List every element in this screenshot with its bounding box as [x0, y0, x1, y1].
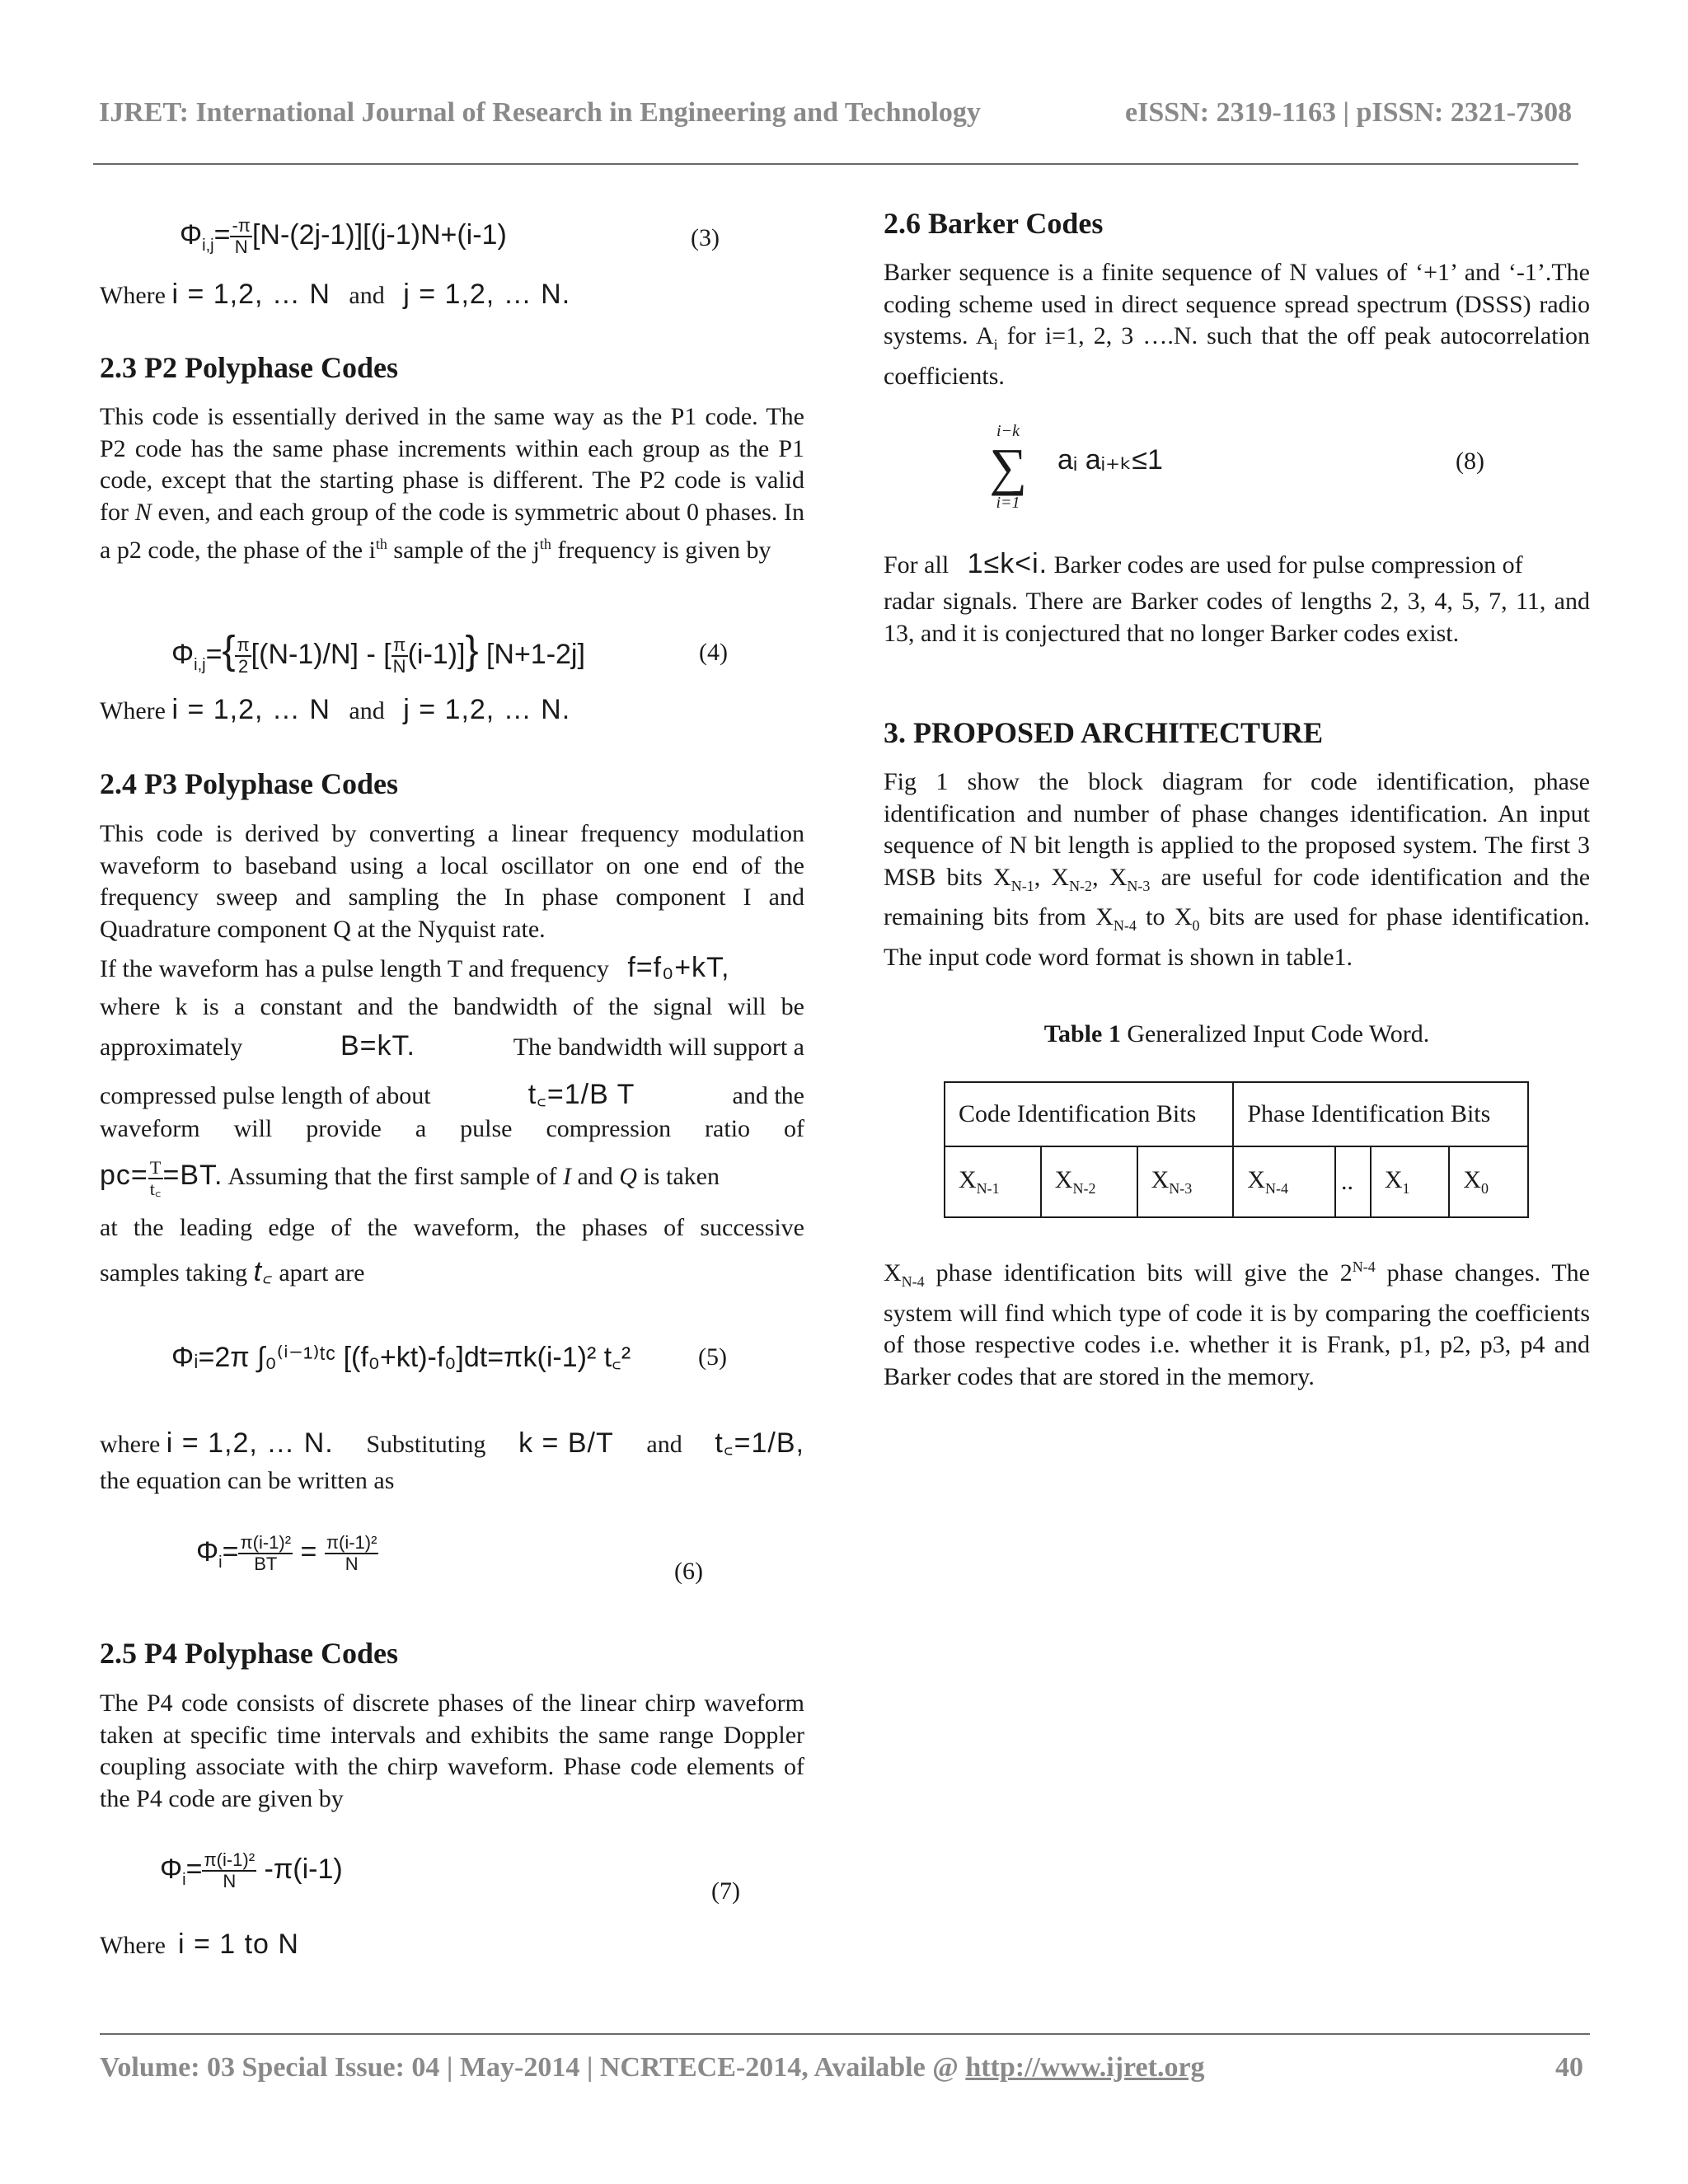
paragraph-phase-changes: $X_{N-4}$ phase identification bits will give the $2^{N-4}$ phase changes. The system will find which type of code it is by comparing the coefficients of those respective codes i.e. whether it is Frank, p1, p2, p3, p4 and Barker codes that are stored in the memory.	[884, 1258, 1590, 1390]
page-number: 40	[1555, 2052, 1583, 2083]
equation-3: $\Phi_{i,j}=$ $\frac{-\pi}{N}$ [N-(2j-1)][(j-1)N+(i-1)	[180, 215, 507, 257]
table-header-code: Code Identification Bits	[945, 1082, 1233, 1146]
equation-7: $\Phi_i=$ $\frac{\text{π(i-1)²}}{N}$ -π(i-1)	[160, 1849, 343, 1891]
table-row	[945, 1146, 1528, 1217]
p3-line-3: approximately B=kT. The bandwidth will support a	[100, 1030, 804, 1062]
equation-4: $\Phi_{i,j}=${ $\frac{\pi}{2}$ [(N-1)/N] - [ $\frac{\pi}{N}$ (i-1)]} [N+1-2j]	[171, 629, 585, 677]
where-line-3: Where i = 1,2, … N and j = 1,2, … N.	[100, 279, 571, 310]
equation-5-number: (5)	[698, 1343, 727, 1371]
table-cell: $X_1$	[1371, 1146, 1450, 1217]
p3-line-7: at the leading edge of the waveform, the phases of successive	[100, 1214, 804, 1241]
paragraph-p3-codes: This code is derived by converting a linear frequency modulation waveform to baseband using a local oscillator on one end of the frequency sweep and sampling the In phase component I and Quadrature component Q at the Nyquist rate.	[100, 820, 804, 943]
equation-6-number: (6)	[674, 1558, 703, 1585]
p3-line-5: waveform will provide a pulse compression ratio of	[100, 1115, 804, 1142]
table-cell: $X_{N-1}$	[945, 1146, 1041, 1217]
footer-citation: Volume: 03 Special Issue: 04 | May-2014 | NCRTECE-2014, Available @ http://www.ijret.org	[100, 2052, 1205, 2083]
where-line-5: where i = 1,2, … N. Substituting k = B/T and t꜀=1/B,	[100, 1427, 804, 1459]
equation-8-number: (8)	[1456, 448, 1484, 475]
journal-title: IJRET: International Journal of Research in Engineering and Technology	[99, 97, 981, 128]
equation-6: $\Phi_i=$ $\frac{\text{π(i-1)²}}{BT}$ = $\frac{\text{π(i-1)²}}{N}$	[196, 1532, 377, 1574]
journal-link[interactable]: http://www.ijret.org	[965, 2052, 1205, 2083]
paragraph-architecture: Fig 1 show the block diagram for code identification, phase identification and number of phase changes identification. An input sequence of N bit length is applied to the proposed system. The first 3 MSB bits $X_{N-1}$, $X_{N-2}$, $X_{N-3}$ are useful for code identification and the remaining bits from $X_{N-4}$ to $X_0$ bits are used for phase identification. The input code word format is shown in table1.	[884, 768, 1591, 971]
equation-3-number: (3)	[691, 224, 720, 251]
table-caption: Table 1 Generalized Input Code Word.	[1043, 1020, 1430, 1047]
table-cell: $X_{N-3}$	[1137, 1146, 1234, 1217]
equation-7-number: (7)	[711, 1877, 740, 1905]
where-line-4: Where i = 1,2, … N and j = 1,2, … N.	[100, 694, 571, 725]
section-heading-2-5: 2.5 P4 Polyphase Codes	[100, 1637, 399, 1670]
section-heading-2-4: 2.4 P3 Polyphase Codes	[100, 767, 399, 800]
table-cell: $X_{N-4}$	[1233, 1146, 1335, 1217]
p3-line-1: If the waveform has a pulse length T and frequency f=f₀+kT,	[100, 952, 730, 983]
equation-8: aᵢ aᵢ₊ₖ≤1	[1057, 444, 1163, 476]
equation-4-number: (4)	[699, 639, 728, 666]
p3-line-2: where k is a constant and the bandwidth of the signal will be	[100, 993, 804, 1020]
paragraph-p4-codes: The P4 code consists of discrete phases of the linear chirp waveform taken at specific time intervals and exhibits the same range Doppler coupling associate with the chirp waveform. Phase code elements of the P4 code are given by	[100, 1690, 804, 1812]
equation-8-sigma: i−k ∑ i=1	[989, 422, 1027, 512]
issn-numbers: eISSN: 2319-1163 | pISSN: 2321-7308	[1125, 97, 1573, 128]
section-heading-3: 3. PROPOSED ARCHITECTURE	[884, 716, 1324, 749]
footer-rule	[100, 2033, 1590, 2035]
header-rule	[93, 163, 1578, 165]
p3-line-8: samples taking t꜀ apart are	[100, 1256, 365, 1287]
code-word-table	[944, 1081, 1529, 1218]
paragraph-barker-lengths: radar signals. There are Barker codes of lengths 2, 3, 4, 5, 7, 11, and 13, and it is conjectured that no longer Barker codes exist.	[884, 588, 1590, 647]
table-cell: ..	[1335, 1146, 1371, 1217]
paragraph-p2-codes: This code is essentially derived in the same way as the P1 code. The P2 code has the same phase increments within each group as the P1 code, except that the starting phase is different. The P2 code is valid for N even, and each group of the code is symmetric about 0 phases. In a p2 code, the phase of the $i^{th}$ sample of the $j^{th}$ frequency is given by	[100, 403, 805, 564]
where-line-5b: the equation can be written as	[100, 1467, 395, 1494]
barker-for-all-line: For all 1≤k<i. Barker codes are used for pulse compression of	[884, 548, 1523, 579]
p3-line-6: pc= $\frac{T}{t꜀}$ =BT. Assuming that the first sample of I and Q is taken	[100, 1157, 720, 1199]
table-cell: $X_{N-2}$	[1041, 1146, 1137, 1217]
table-header-phase: Phase Identification Bits	[1233, 1082, 1528, 1146]
paragraph-barker: Barker sequence is a finite sequence of N values of ‘+1’ and ‘-1’.The coding scheme used in direct sequence spread spectrum (DSSS) radio systems. $A_i$ for i=1, 2, 3 ….N. such that the off peak autocorrelation coefficients.	[884, 259, 1590, 390]
section-heading-2-3: 2.3 P2 Polyphase Codes	[100, 351, 399, 384]
p3-line-4: compressed pulse length of about t꜀=1/B T and the	[100, 1079, 804, 1110]
where-line-7: Where i = 1 to N	[100, 1929, 299, 1960]
table-cell: $X_0$	[1449, 1146, 1528, 1217]
equation-5: Φᵢ=2π ∫₀⁽ⁱ⁻¹⁾ᵗᶜ [(f₀+kt)-f₀]dt=πk(i-1)² t꜀²	[171, 1342, 631, 1373]
section-heading-2-6: 2.6 Barker Codes	[884, 207, 1104, 240]
